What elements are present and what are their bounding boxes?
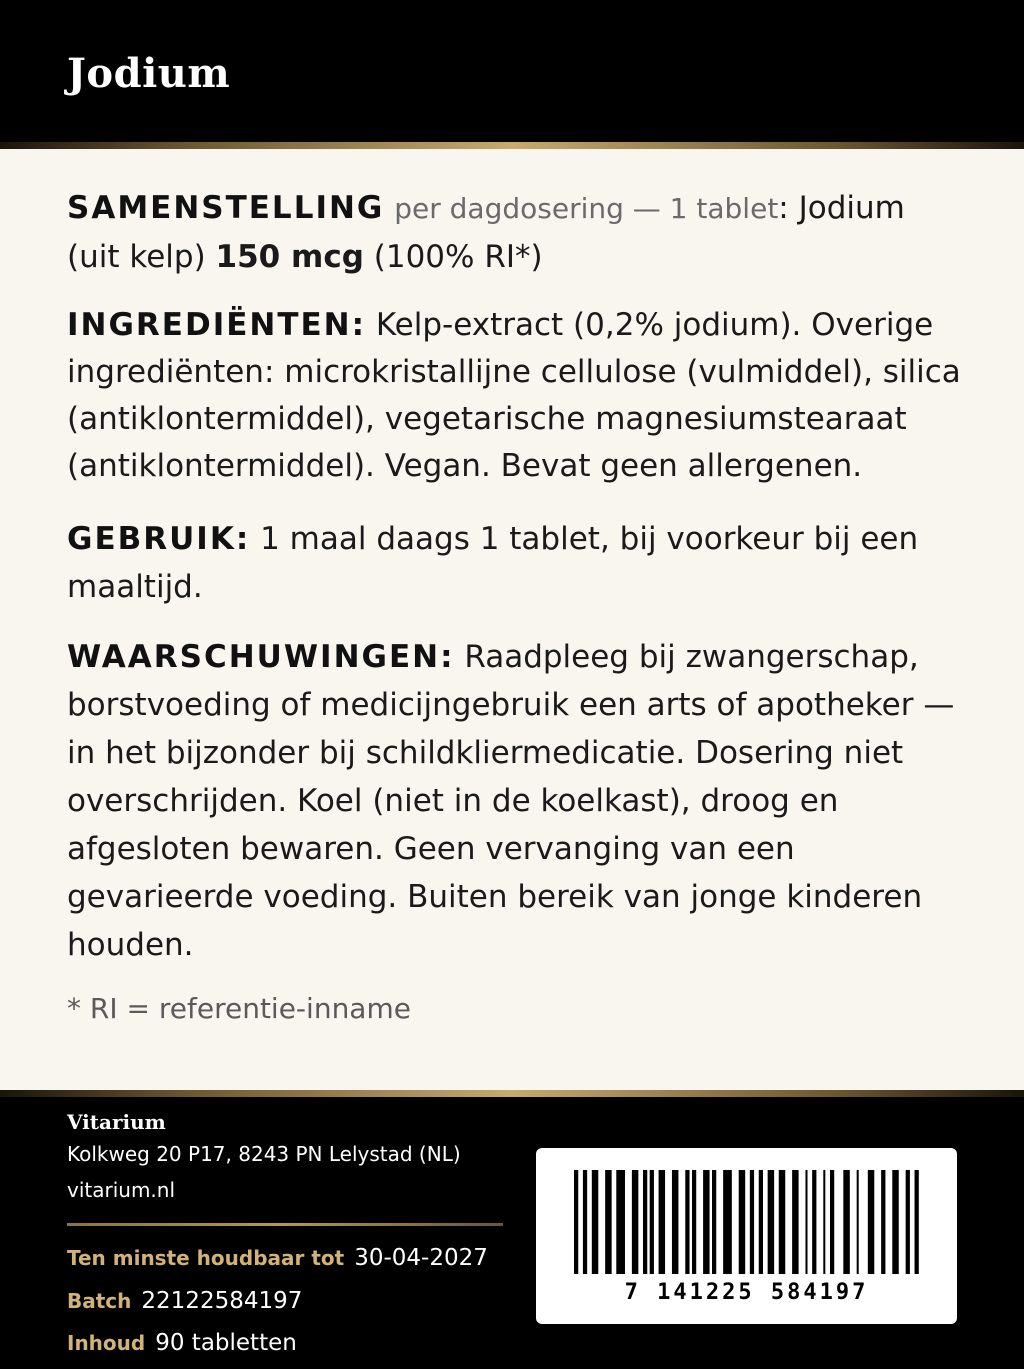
barcode-bar — [616, 1170, 625, 1274]
barcode-bar — [805, 1170, 807, 1274]
company-address: Kolkweg 20 P17, 8243 PN Lelystad (NL) — [67, 1142, 461, 1166]
ingredients-text: Kelp-extract (0,2% jodium). Overige ingrediënten: microkristallijne cellulose (vulmiddel), silica (antiklontermiddel), vegetarische magnesiumstearaat (antiklontermiddel). Vegan. Bevat geen allergenen. — [67, 307, 961, 484]
content-panel — [0, 149, 1024, 1090]
header — [0, 0, 1024, 142]
barcode-bar — [592, 1170, 598, 1274]
barcode-bar — [759, 1170, 763, 1274]
company-name: Vitarium — [67, 1110, 166, 1134]
barcode-bar — [812, 1170, 816, 1274]
batch-label: Batch — [67, 1289, 132, 1313]
product-title: Jodium — [67, 50, 231, 97]
footnote: * RI = referentie-inname — [67, 992, 411, 1025]
usage-section — [67, 515, 967, 611]
barcode-bars — [574, 1170, 919, 1274]
barcode-bar — [779, 1170, 785, 1274]
barcode-bar — [643, 1170, 647, 1274]
barcode-bar — [650, 1170, 654, 1274]
bottom-gold-divider — [0, 1090, 1024, 1097]
composition-label: SAMENSTELLING — [67, 190, 385, 226]
barcode-bar — [906, 1170, 910, 1274]
barcode — [536, 1148, 957, 1324]
barcode-bar — [868, 1170, 874, 1274]
barcode-bar — [739, 1170, 745, 1274]
barcode-bar — [692, 1170, 696, 1274]
barcode-bar — [857, 1170, 859, 1274]
barcode-bar — [723, 1170, 732, 1274]
barcode-bar — [792, 1170, 798, 1274]
composition-text-b: (100% RI*) — [363, 239, 543, 275]
barcode-bar — [574, 1170, 578, 1274]
usage-label: GEBRUIK: — [67, 521, 251, 557]
composition-qualifier: per dagdosering — 1 tablet — [394, 192, 779, 225]
content-row — [67, 1328, 297, 1358]
usage-text: 1 maal daags 1 tablet, bij voorkeur bij een maaltijd. — [67, 521, 919, 605]
barcode-bar — [768, 1170, 774, 1274]
barcode-bar — [892, 1170, 898, 1274]
ingredients-label: INGREDIËNTEN: — [67, 307, 367, 343]
warnings-section — [67, 633, 967, 969]
barcode-bar — [823, 1170, 825, 1274]
composition-section — [67, 184, 967, 281]
ingredients-section — [67, 302, 967, 490]
best-before-row — [67, 1243, 488, 1273]
barcode-bar — [583, 1170, 587, 1274]
barcode-bar — [915, 1170, 919, 1274]
batch-row — [67, 1286, 302, 1316]
barcode-bar — [672, 1170, 678, 1274]
warnings-text: Raadpleeg bij zwangerschap, borstvoeding of medicijngebruik een arts of apotheker — in het bijzonder bij schildkliermedicatie. Dosering niet overschrijden. Koel (niet in de koelkast), droog en afgesloten bewaren. Geen vervanging van een gevarieerde voeding. Buiten bereik van jonge kinderen houden. — [67, 639, 955, 963]
barcode-bar — [712, 1170, 716, 1274]
company-website: vitarium.nl — [67, 1178, 176, 1202]
top-gold-divider — [0, 142, 1024, 149]
barcode-bar — [830, 1170, 834, 1274]
composition-text-a: : Jodium (uit kelp) — [67, 190, 905, 275]
batch-value: 22122584197 — [141, 1288, 303, 1314]
barcode-bar — [659, 1170, 665, 1274]
barcode-bar — [632, 1170, 638, 1274]
footer-divider — [67, 1223, 503, 1226]
content-value: 90 tabletten — [155, 1330, 297, 1356]
barcode-bar — [750, 1170, 754, 1274]
barcode-bar — [605, 1170, 611, 1274]
barcode-bar — [685, 1170, 689, 1274]
best-before-label: Ten minste houdbaar tot — [67, 1246, 345, 1270]
barcode-number: 7 141225 584197 — [624, 1280, 869, 1305]
barcode-bar — [881, 1170, 885, 1274]
content-label: Inhoud — [67, 1331, 146, 1355]
barcode-bar — [703, 1170, 709, 1274]
barcode-bar — [843, 1170, 849, 1274]
composition-amount: 150 mcg — [215, 239, 364, 275]
best-before-value: 30-04-2027 — [354, 1245, 488, 1271]
warnings-label: WAARSCHUWINGEN: — [67, 639, 455, 675]
footer — [0, 1097, 1024, 1369]
